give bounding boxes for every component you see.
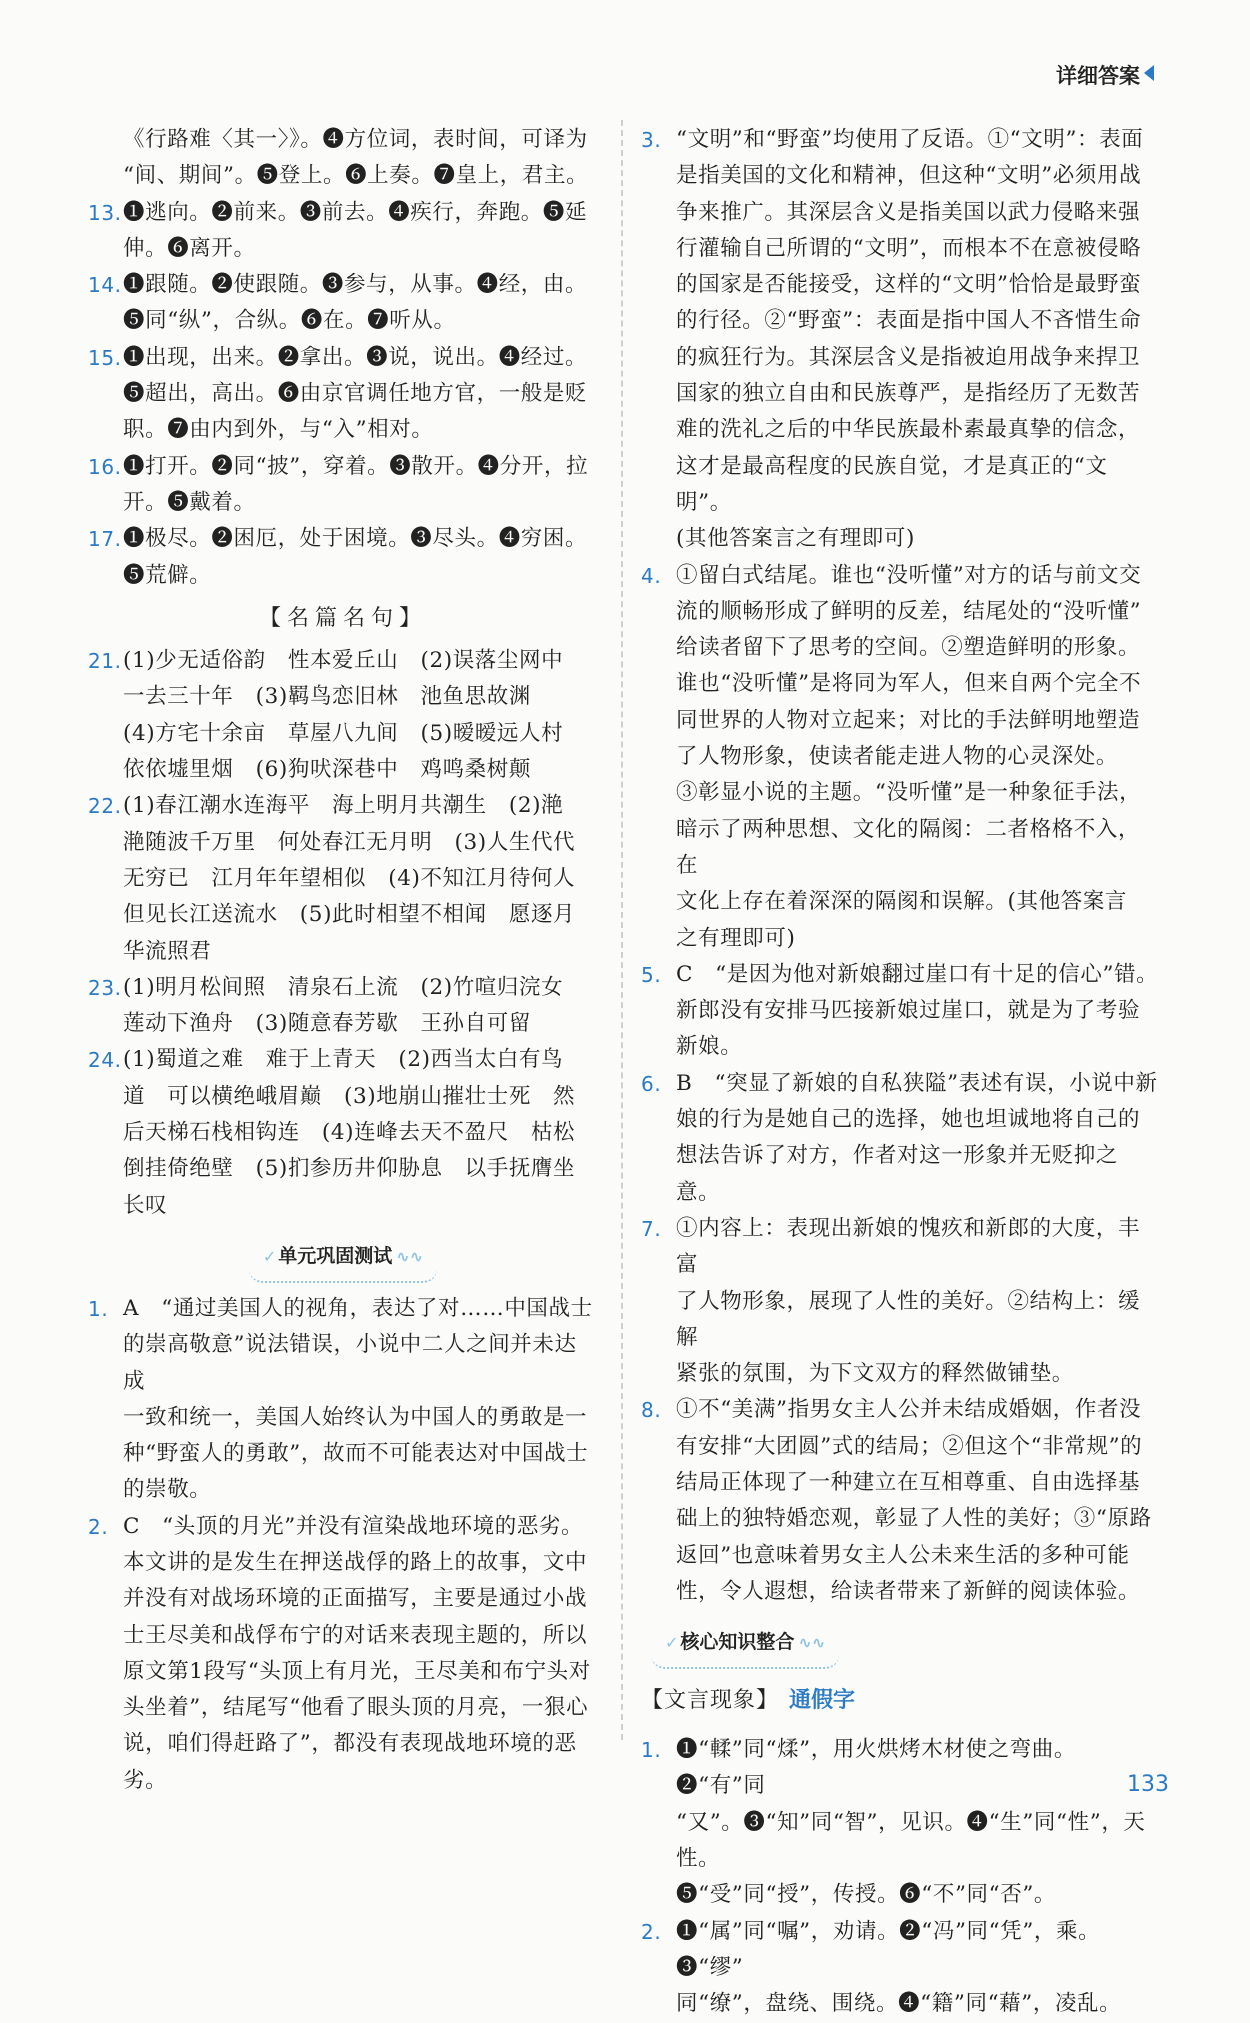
text-line: 长叹 <box>123 1192 168 1218</box>
text-line: 的崇高敬意”说法错误，小说中二人之间并未达成 <box>123 1332 577 1394</box>
answer-group-c <box>88 1291 598 1799</box>
text-line: 新郎没有安排马匹接新娘过崖口，就是为了考验 <box>676 998 1141 1024</box>
wave-icon: ∿∿ <box>396 1246 424 1266</box>
item-number: 3. <box>641 128 662 152</box>
text-line: 依依墟里烟 (6)狗吠深巷中 鸡鸣桑树颠 <box>123 757 531 783</box>
text-line: “又”。❸“知”同“智”，见识。❹“生”同“性”，天性。 <box>676 1809 1146 1872</box>
text-line: 一致和统一，美国人始终认为中国人的勇敢是一 <box>123 1404 588 1430</box>
item-number: 1. <box>88 1296 109 1321</box>
text-line: 新娘。 <box>676 1034 743 1060</box>
item-number: 15. <box>88 345 122 370</box>
text-line: 无穷已 江月年年望相似 (4)不知江月待何人 <box>123 865 576 891</box>
answer-item <box>88 788 598 969</box>
text-line: 的崇敬。 <box>123 1477 212 1503</box>
text-line: ❺荒僻。 <box>123 562 212 588</box>
text-line: B “突显了新娘的自私狭隘”表述有误，小说中新 <box>676 1070 1158 1096</box>
item-number: 5. <box>641 962 662 987</box>
text-line: (4)方宅十余亩 草屋八九间 (5)暧暧远人村 <box>123 720 564 746</box>
text-line: ❶打开。❷同“披”，穿着。❸散开。❹分开，拉 <box>123 453 589 479</box>
item-body <box>676 1392 1161 1610</box>
answer-item <box>88 970 598 1043</box>
text-line: 结局正体现了一种建立在互相尊重、自由选择基 <box>676 1469 1141 1495</box>
text-line: 的行径。②“野蛮”：表面是指中国人不吝惜生命 <box>676 308 1142 334</box>
item-number: 4. <box>641 563 662 588</box>
text-line: (1)春江潮水连海平 海上明月共潮生 (2)滟 <box>123 793 564 819</box>
text-line: 想法告诉了对方，作者对这一形象并无贬抑之意。 <box>676 1143 1119 1205</box>
text-line: ❶“輮”同“煣”，用火烘烤木材使之弯曲。❷“有”同 <box>676 1737 1076 1799</box>
text-line: A “通过美国人的视角，表达了对……中国战士 <box>123 1295 593 1321</box>
item-number: 17. <box>88 527 122 552</box>
item-body <box>676 957 1161 1066</box>
answer-group-d <box>641 122 1161 1610</box>
item-number: 14. <box>88 273 122 298</box>
tick-icon: ✓ <box>665 1633 679 1653</box>
text-line: 谁也“没听懂”是将同为军人，但来自两个完全不 <box>676 671 1142 697</box>
text-line: 伸。❻离开。 <box>123 235 256 261</box>
item-body <box>676 1066 1161 1211</box>
text-line: 础上的独特婚恋观，彰显了人性的美好；③“原路 <box>676 1506 1152 1532</box>
answer-item <box>88 195 598 268</box>
unit-test-badge <box>249 1234 437 1283</box>
item-body <box>123 340 598 449</box>
item-body <box>123 643 598 788</box>
right-column <box>641 122 1161 2023</box>
text-line: 职。❼由内到外，与“入”相对。 <box>123 417 434 443</box>
item-number: 1. <box>641 1738 662 1763</box>
text-line: 种“野蛮人的勇敢”，故而不可能表达对中国战士 <box>123 1441 589 1467</box>
wave-icon: ∿∿ <box>798 1633 826 1653</box>
text-line: ①内容上：表现出新娘的愧疚和新郎的大度，丰富 <box>676 1215 1141 1278</box>
item-body <box>676 1211 1161 1392</box>
core-knowledge-heading <box>641 1620 1161 1669</box>
item-number: 21. <box>88 649 122 674</box>
text-line: 说，咱们得赶路了”，都没有表现战地环境的恶劣。 <box>123 1731 577 1793</box>
left-column <box>88 122 598 1799</box>
item-body <box>123 1291 598 1509</box>
text-line: 之有理即可) <box>676 925 796 951</box>
item-body <box>123 267 598 340</box>
text-line: 原文第1段写“头顶上有月光，王尽美和布宁头对 <box>123 1658 591 1684</box>
answer-item <box>641 1066 1161 1211</box>
text-line: 流的顺畅形成了鲜明的反差，结尾处的“没听懂” <box>676 598 1142 624</box>
text-line: 有安排“大团圆”式的结局；②但这个“非常规”的 <box>676 1433 1143 1459</box>
wenyan-label: 【文言现象】 <box>641 1688 780 1714</box>
text-line: “文明”和“野蛮”均使用了反语。①“文明”：表面 <box>676 127 1144 152</box>
text-line: 了人物形象，使读者能走进人物的心灵深处。 <box>676 744 1119 770</box>
core-knowledge-badge <box>651 1620 839 1669</box>
item-body <box>123 521 598 594</box>
item-body <box>676 122 1161 558</box>
item-body <box>123 195 598 268</box>
text-line: 的国家是否能接受，这样的“文明”恰恰是最野蛮 <box>676 272 1142 298</box>
text-line: 士王尽美和战俘布宁的对话来表现主题的，所以 <box>123 1622 588 1648</box>
answer-group-a <box>88 195 598 594</box>
section-title: 【名篇名句】 <box>258 605 427 631</box>
answer-item <box>641 1211 1161 1392</box>
item-number: 22. <box>88 794 122 819</box>
answer-item <box>641 1392 1161 1610</box>
text-line: 《行路难〈其一〉》。❹方位词，表时间，可译为 <box>123 127 588 152</box>
text-line: ①不“美满”指男女主人公并未结成婚姻，作者没 <box>676 1397 1142 1423</box>
answer-item <box>641 957 1161 1066</box>
item-body <box>123 1509 598 1799</box>
header-label: 详细答案 <box>1056 64 1140 88</box>
answer-item <box>88 521 598 594</box>
item-body <box>676 558 1161 957</box>
text-line: 莲动下渔舟 (3)随意春芳歇 王孙自可留 <box>123 1011 531 1037</box>
text-line: ❶“属”同“嘱”，劝请。❷“冯”同“凭”，乘。❸“缪” <box>676 1918 1101 1980</box>
answer-item <box>88 267 598 340</box>
text-line: 娘的行为是她自己的选择，她也坦诚地将自己的 <box>676 1107 1141 1133</box>
text-line: 难的洗礼之后的中华民族最朴素最真挚的信念， <box>676 417 1141 443</box>
answer-item <box>88 1509 598 1799</box>
text-line: 给读者留下了思考的空间。②塑造鲜明的形象。 <box>676 635 1141 661</box>
answer-group-e <box>641 1732 1161 2022</box>
text-line: C “是因为他对新娘翻过崖口有十足的信心”错。 <box>676 961 1159 987</box>
header-triangle-icon <box>1144 65 1154 81</box>
text-line: 是指美国的文化和精神，但这种“文明”必须用战 <box>676 163 1142 189</box>
answer-item <box>641 558 1161 957</box>
answer-item <box>88 1291 598 1509</box>
item-body <box>676 1732 1161 1913</box>
text-line: 性，令人遐想，给读者带来了新鲜的阅读体验。 <box>676 1578 1141 1604</box>
text-line: 并没有对战场环境的正面描写，主要是通过小战 <box>123 1586 588 1612</box>
column-divider <box>621 120 623 1740</box>
text-line: 同“缭”，盘绕、围绕。❹“籍”同“藉”，凌乱。 <box>676 1991 1122 2017</box>
item-body <box>123 449 598 522</box>
text-line: 文化上存在着深深的隔阂和误解。(其他答案言 <box>676 889 1127 915</box>
item-body <box>123 788 598 969</box>
text-line: C “头顶的月光”并没有渲染战地环境的恶劣。 <box>123 1513 584 1539</box>
text-line: 一去三十年 (3)羁鸟恋旧林 池鱼思故渊 <box>123 684 531 710</box>
text-line: 暗示了两种思想、文化的隔阂：二者格格不入，在 <box>676 816 1141 878</box>
text-line: “间、期间”。❺登上。❻上奏。❼皇上，君主。 <box>123 163 589 189</box>
text-line: 后天梯石栈相钩连 (4)连峰去天不盈尺 枯松 <box>123 1120 576 1146</box>
answer-item <box>88 449 598 522</box>
text-line: ❺“受”同“授”，传授。❻“不”同“否”。 <box>676 1882 1057 1908</box>
text-line: 本文讲的是发生在押送战俘的路上的故事，文中 <box>123 1549 588 1575</box>
text-line: 的疯狂行为。其深层含义是指被迫用战争来捍卫 <box>676 344 1141 370</box>
item-number: 7. <box>641 1216 662 1241</box>
text-line: ❶极尽。❷困厄，处于困境。❸尽头。❹穷困。 <box>123 526 588 552</box>
text-line: ❺同“纵”，合纵。❻在。❼听从。 <box>123 308 456 334</box>
answer-item <box>88 643 598 788</box>
text-line: 这才是最高程度的民族自觉，才是真正的“文明”。 <box>676 453 1108 515</box>
text-line: (1)少无适俗韵 性本爱丘山 (2)误落尘网中 <box>123 648 564 674</box>
wenyan-heading <box>641 1681 1161 1722</box>
text-line: 返回”也意味着男女主人公未来生活的多种可能 <box>676 1542 1130 1568</box>
page-number: 133 <box>1127 1772 1169 1797</box>
item-number: 23. <box>88 975 122 1000</box>
tick-icon: ✓ <box>262 1246 277 1266</box>
item-number: 16. <box>88 454 122 479</box>
text-line: (其他答案言之有理即可) <box>676 526 915 552</box>
answer-group-b <box>88 643 598 1224</box>
text-line: ❶出现，出来。❷拿出。❸说，说出。❹经过。 <box>123 344 588 370</box>
text-line: ③彰显小说的主题。“没听懂”是一种象征手法， <box>676 780 1142 806</box>
text-line: 头坐着”，结尾写“他看了眼头顶的月亮，一狠心 <box>123 1695 589 1721</box>
text-line: ❶跟随。❷使跟随。❸参与，从事。❹经，由。 <box>123 272 588 298</box>
text-line: (1)蜀道之难 难于上青天 (2)西当太白有鸟 <box>123 1047 564 1073</box>
text-line: 但见长江送流水 (5)此时相望不相闻 愿逐月 <box>123 902 576 928</box>
text-line: 华流照君 <box>123 938 212 964</box>
answer-item <box>641 1732 1161 1913</box>
text-line: 同世界的人物对立起来；对比的手法鲜明地塑造 <box>676 707 1141 733</box>
answer-item <box>641 122 1161 558</box>
text-line: 了人物形象，展现了人性的美好。②结构上：缓解 <box>676 1288 1141 1350</box>
text-line: 紧张的氛围，为下文双方的释然做铺垫。 <box>676 1361 1074 1387</box>
item-number: 13. <box>88 200 122 225</box>
text-line: 滟随波千万里 何处春江无月明 (3)人生代代 <box>123 829 576 855</box>
item-number: 2. <box>641 1919 662 1944</box>
answer-item <box>641 1914 1161 2023</box>
text-line: 倒挂倚绝壁 (5)扪参历井仰胁息 以手抚膺坐 <box>123 1156 576 1182</box>
badge-label: 单元巩固测试 <box>278 1244 393 1267</box>
text-line: ❶逃向。❷前来。❸前去。❹疾行，奔跑。❺延 <box>123 199 588 225</box>
item-number: 8. <box>641 1398 662 1423</box>
answer-item <box>88 340 598 449</box>
badge-label: 核心知识整合 <box>680 1631 795 1654</box>
item-number: 24. <box>88 1048 122 1073</box>
item-body <box>123 970 598 1043</box>
item-body <box>676 1914 1161 2023</box>
text-line: (1)明月松间照 清泉石上流 (2)竹喧归浣女 <box>123 974 564 1000</box>
continued-text <box>88 122 598 195</box>
item-body <box>123 1042 598 1223</box>
text-line: 开。❺戴着。 <box>123 489 256 515</box>
item-number: 6. <box>641 1071 662 1096</box>
text-line: ❺超出，高出。❻由京官调任地方官，一般是贬 <box>123 381 588 407</box>
answer-item <box>88 1042 598 1223</box>
wenyan-topic: 通假字 <box>789 1688 856 1714</box>
item-number: 2. <box>88 1514 109 1539</box>
text-line: 国家的独立自由和民族尊严，是指经历了无数苦 <box>676 381 1141 407</box>
text-line: 道 可以横绝峨眉巅 (3)地崩山摧壮士死 然 <box>123 1083 576 1109</box>
unit-test-heading <box>88 1234 598 1283</box>
text-line: 行灌输自己所谓的“文明”，而根本不在意被侵略 <box>676 235 1142 261</box>
text-line: ①留白式结尾。谁也“没听懂”对方的话与前文交 <box>676 562 1142 588</box>
text-line: 争来推广。其深层含义是指美国以武力侵略来强 <box>676 199 1141 225</box>
